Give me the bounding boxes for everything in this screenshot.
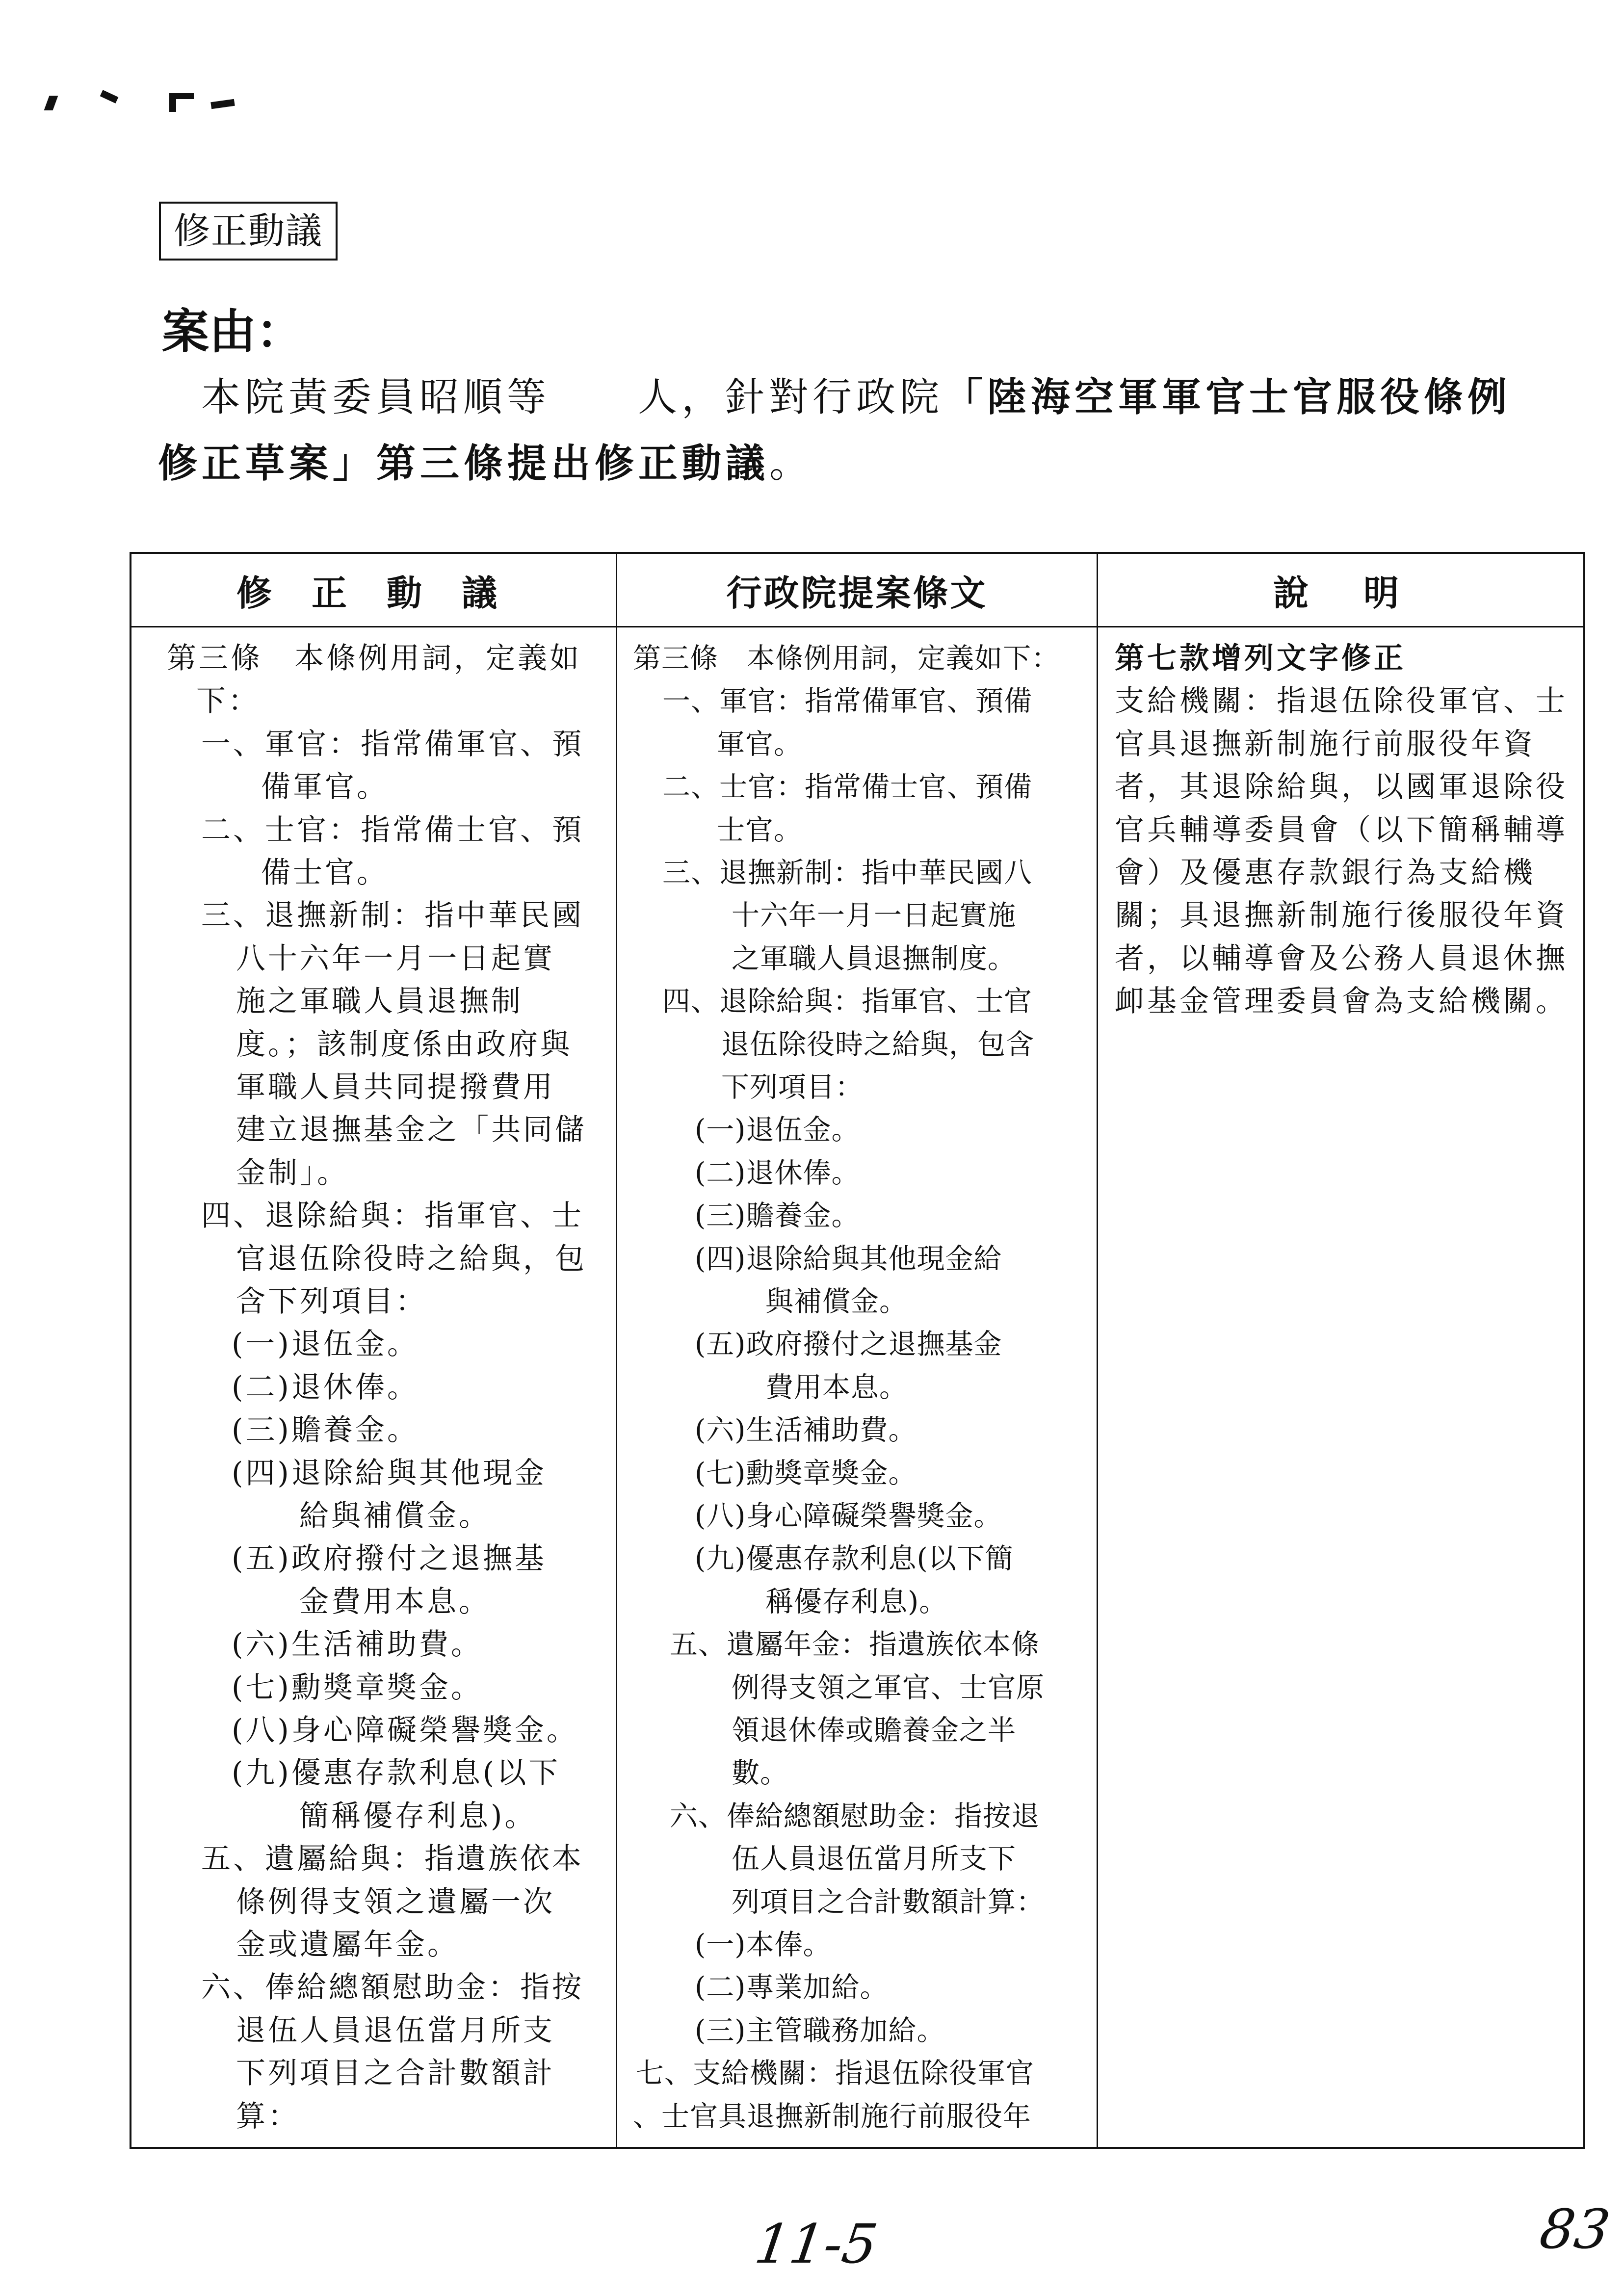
table-line: 備軍官。 <box>261 770 389 805</box>
table-line: (二)退休俸。 <box>232 1370 419 1405</box>
table-line: 第三條 本條例用詞，定義如 <box>167 641 581 676</box>
table-line: 官具退撫新制施行前服役年資 <box>1115 727 1536 761</box>
table-line: 給與補償金。 <box>299 1499 491 1533</box>
table-line: 五、遺屬給與：指遺族依本 <box>201 1842 584 1877</box>
table-line: 伍人員退伍當月所支下 <box>732 1843 1016 1876</box>
table-line: 六、俸給總額慰助金：指按 <box>201 1970 584 2005</box>
handwritten-page-number: 83 <box>1536 2198 1614 2261</box>
table-line: 關；具退撫新制施行後服役年資 <box>1115 898 1568 933</box>
table-line: (三)贍養金。 <box>695 1200 860 1232</box>
table-line: 退伍人員退伍當月所支 <box>236 2013 555 2048</box>
table-line: 下列項目之合計數額計 <box>236 2056 555 2091</box>
table-line: 簡稱優存利息)。 <box>299 1799 537 1833</box>
table-line: 施之軍職人員退撫制 <box>236 984 523 1019</box>
case-text-end: 。 <box>769 441 813 486</box>
table-line: 者，以輔導會及公務人員退休撫 <box>1115 941 1568 976</box>
table-line: (八)身心障礙榮譽獎金。 <box>232 1713 578 1748</box>
table-line: (五)政府撥付之退撫基 <box>232 1541 547 1576</box>
table-line: 金制」。 <box>236 1155 349 1190</box>
table-line: (一)退伍金。 <box>695 1114 860 1147</box>
table-line: (一)退伍金。 <box>232 1327 419 1362</box>
table-line: 支給機關：指退伍除役軍官、士 <box>1115 684 1568 719</box>
table-line: (五)政府撥付之退撫基金 <box>695 1328 1002 1361</box>
table-line: 三、退撫新制：指中華民國八 <box>662 857 1032 889</box>
table-line: 三、退撫新制：指中華民國 <box>201 898 584 933</box>
table-line: 稱優存利息)。 <box>765 1585 948 1618</box>
table-line: 費用本息。 <box>765 1371 908 1404</box>
table-line: (九)優惠存款利息(以下 <box>232 1756 561 1791</box>
table-line: 建立退撫基金之「共同儲 <box>236 1113 587 1148</box>
table-line: (四)退除給與其他現金給 <box>695 1242 1002 1275</box>
table-line: 備士官。 <box>261 856 389 890</box>
case-text-line-2 <box>158 432 813 488</box>
table-line: 條例得支領之遺屬一次 <box>236 1884 555 1919</box>
table-line: (七)勳獎章獎金。 <box>232 1670 483 1705</box>
case-text-line-1 <box>201 365 1511 422</box>
case-text-bill-name-cont: 修正草案」第三條提出修正動議 <box>158 441 769 486</box>
table-line: 四、退除給與：指軍官、士 <box>201 1199 584 1233</box>
comparison-table <box>130 552 1585 2149</box>
table-line: (二)退休俸。 <box>695 1156 860 1189</box>
table-line: 軍官。 <box>717 728 802 760</box>
table-line: 者，其退除給與，以國軍退除役 <box>1115 770 1568 805</box>
table-line: 金或遺屬年金。 <box>236 1928 459 1962</box>
case-text-plain: 本院黃委員昭順等 人，針對行政院 <box>201 374 943 420</box>
table-line: 下列項目： <box>721 1071 864 1103</box>
table-line: 五、遺屬年金：指遺族依本條 <box>670 1628 1040 1661</box>
table-line: (三)主管職務加給。 <box>695 2014 945 2047</box>
header-divider <box>131 626 1583 627</box>
table-line: 官兵輔導委員會（以下簡稱輔導 <box>1115 812 1568 847</box>
table-line: 官退伍除役時之給與，包 <box>236 1241 587 1276</box>
table-line: 一、軍官：指常備軍官、預備 <box>662 685 1032 718</box>
table-line: 列項目之合計數額計算： <box>732 1885 1045 1918</box>
table-line: 二、士官：指常備士官、預 <box>201 812 584 847</box>
table-line: 第三條 本條例用詞，定義如下： <box>633 642 1060 675</box>
table-line: (四)退除給與其他現金 <box>232 1456 547 1490</box>
table-line: 八十六年一月一日起實 <box>236 941 555 976</box>
table-line: 含下列項目： <box>236 1284 427 1319</box>
table-line: 軍職人員共同提撥費用 <box>236 1070 555 1104</box>
column-divider <box>616 554 617 2147</box>
table-line: 金費用本息。 <box>299 1584 491 1619</box>
table-line: (二)專業加給。 <box>695 1971 889 2004</box>
table-line: 六、俸給總額慰助金：指按退 <box>670 1800 1040 1832</box>
table-line: 之軍職人員退撫制度。 <box>732 942 1016 975</box>
table-line: 四、退除給與：指軍官、士官 <box>662 985 1032 1018</box>
table-line: 領退休俸或贍養金之半 <box>732 1714 1016 1747</box>
table-line: 士官。 <box>717 813 802 846</box>
table-line: (七)勳獎章獎金。 <box>695 1457 917 1489</box>
table-line: 卹基金管理委員會為支給機關。 <box>1115 984 1568 1019</box>
case-title: 案由： <box>162 304 303 359</box>
table-line: (六)生活補助費。 <box>695 1414 917 1447</box>
table-line: 第七款增列文字修正 <box>1115 641 1406 676</box>
table-line: 七、支給機關：指退伍除役軍官 <box>636 2057 1034 2090</box>
table-line: 會）及優惠存款銀行為支給機 <box>1115 856 1536 890</box>
table-line: 、士官具退撫新制施行前服役年 <box>633 2100 1031 2133</box>
table-line: 例得支領之軍官、士官原 <box>732 1671 1045 1704</box>
table-line: 下： <box>196 684 260 719</box>
table-line: (三)贍養金。 <box>232 1413 419 1448</box>
table-line: (六)生活補助費。 <box>232 1627 483 1662</box>
case-text-bill-name: 「陸海空軍軍官士官服役條例 <box>943 374 1511 420</box>
header-explanation: 說 明 <box>1273 573 1409 614</box>
handwritten-page-code: 11-5 <box>751 2213 882 2275</box>
table-line: 十六年一月一日起實施 <box>732 899 1016 932</box>
table-line: (八)身心障礙榮譽獎金。 <box>695 1500 1002 1532</box>
table-line: 與補償金。 <box>765 1285 908 1318</box>
column-divider <box>1097 554 1098 2147</box>
table-line: 算： <box>236 2099 300 2134</box>
table-line: 一、軍官：指常備軍官、預 <box>201 727 584 761</box>
table-line: 度。；該制度係由政府與 <box>236 1027 572 1062</box>
table-line: 退伍除役時之給與，包含 <box>721 1028 1034 1061</box>
table-line: 數。 <box>732 1757 788 1790</box>
table-line: 二、士官：指常備士官、預備 <box>662 771 1032 804</box>
table-line: (一)本俸。 <box>695 1929 832 1961</box>
motion-label-box: 修正動議 <box>159 202 338 261</box>
table-line: (九)優惠存款利息(以下簡 <box>695 1542 1014 1575</box>
header-executive-text: 行政院提案條文 <box>726 573 988 614</box>
header-motion: 修 正 動 議 <box>236 573 511 614</box>
